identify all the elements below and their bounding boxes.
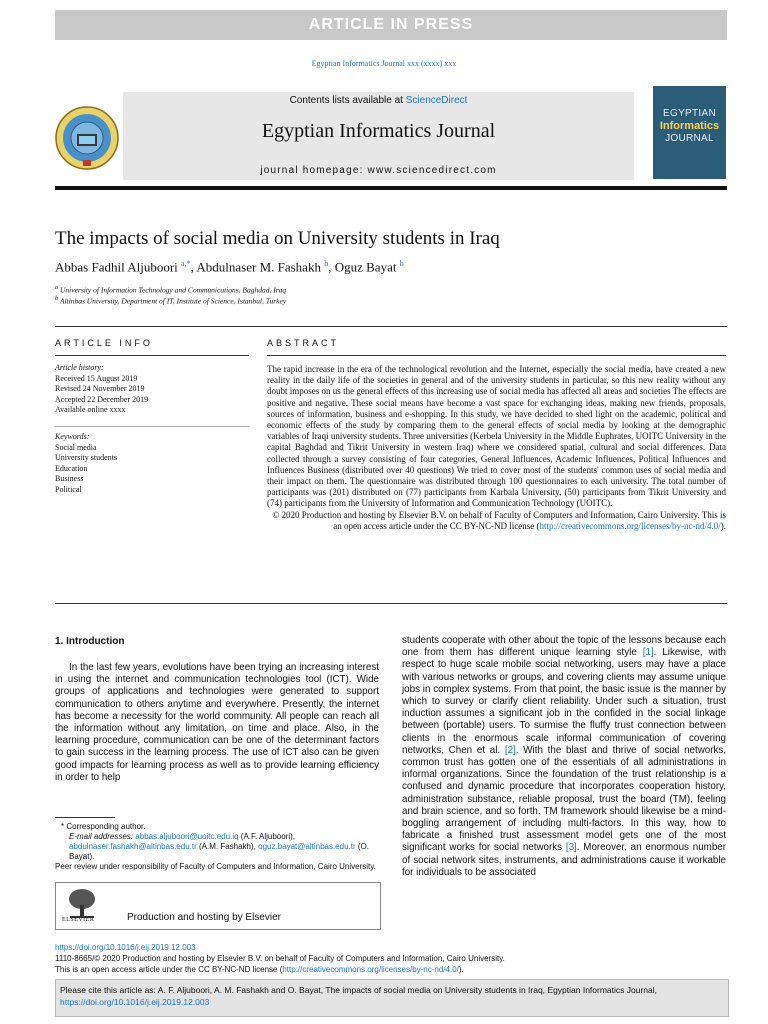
history-label: Article history:: [55, 363, 104, 372]
footnote-rule: [55, 817, 115, 818]
cover-line-2: Informatics: [659, 120, 720, 132]
open-access-line: This is an open access article under the CC BY-NC-ND license (http://creativecommons.org/licenses/by-nc-nd/4.0/).: [55, 965, 464, 974]
author-affiliation-marker[interactable]: b: [324, 259, 329, 268]
intro-paragraph: In the last few years, evolutions have been trying an increasing interest in using the internet and communication technologies tool (ICT). Wide groups of applications and technologies were generated to support communication to others anytime and everywhere. Presently, the internet has become a necessity for the world community. All people can reach all the information without any limitation, on time and place. Also, in the learning procedure, communication can be one of the determinant factors to gain success in the learning process. The use of ICT also can be given good impacts for learning process as well as to provide learning efficiency in order to help: [55, 662, 379, 783]
keywords-label: Keywords:: [55, 432, 90, 441]
history-item: Available online xxxx: [55, 405, 126, 414]
email-link[interactable]: oguz.bayat@altinbas.edu.tr: [258, 842, 356, 851]
abstract-heading: ABSTRACT: [267, 338, 340, 348]
article-info-heading: ARTICLE INFO: [55, 338, 153, 348]
journal-header-box: [123, 92, 634, 180]
elsevier-production-box: [55, 882, 381, 930]
history-item: Revised 24 November 2019: [55, 384, 145, 393]
journal-title: Egyptian Informatics Journal: [261, 120, 496, 142]
elsevier-wordmark: ELSEVIER: [62, 917, 95, 923]
journal-homepage[interactable]: journal homepage: www.sciencedirect.com: [260, 165, 497, 176]
cover-line-3: JOURNAL: [665, 133, 714, 144]
contents-availability: Contents lists available at ScienceDirect: [289, 95, 468, 106]
author-name[interactable]: Abdulnaser M. Fashakh: [196, 259, 321, 275]
intro-paragraph: students cooperate with other about the topic of the lessons because each one from them has different unique learning style [1]. Likewise, with respect to huge scale mobile social networking, users may have a place with various networks or groups, and covering clients may assume unique jobs in complex systems. From that point, the basic issue is the manner by which to survey or clarify client reliability. Under such a situation, trust induction assumes a significant job in the confided in the social linkage between (portable) users. To surmise the fluffy trust connection between clients in the enormous scale informal communication of covering networks, Chen et al. [2]. With the blast and thrive of social networks, common trust has gotten one of the essentials of all administrations in informal organizations. Since the foundation of the trust relationship is a confused and dynamic procedure that incorporates cooperation history, administration substance, reliable proposal, trust the board (TM), feeling and brain science, and so forth. TM framework should likewise be a mind-boggling arrangement of including multi-factors. In this way, how to fabricate a finished trust assessment model gets one of the most significant works for social networks [3]. Moreover, an enormous number of social network sites, instruments, and administrations cause it workable for individuals to be associated: [402, 635, 726, 878]
abstract-body: [267, 364, 726, 532]
doi-link[interactable]: https://doi.org/10.1016/j.eij.2019.12.003: [55, 943, 196, 952]
abstract-text: The rapid increase in the era of the technological revolution and the Internet, especially the social media, have created a new reality in the daily life of the societies in general and of the university students in particular, so this new reality without any doubt imposes on us the general effects of this increasing use of social media has affected all areas and societies The effects are positive and negative. These social means have become a vast space for exchanging ideas, making new friends, proposals, sources of information, business and e-shopping. In this study, we have decided to shed light on the academic, political and economic effects of the study by comparing them to the general effects of social media by looking at the demographic variables of Iraqi university students. Three universities (Kerbela University in the Middle Euphrates, UOITC University in the capital Baghdad and Tikrit University in western Iraq) where we considered spatial, cultural and social differences. Data collected through a survey consisting of four categories, General Influences, Academic Influences, Political Influences and Influences Business (distributed over 40 questions) We tried to cover most of the students' common uses of social media and their impact on them. The questionnaire was distributed through 100 questionnaires to each university. The total number of participants was (201) distributed on (77) participants from Karbala University, (50) participants from Tikrit University and (74) participants from the University of Information and Communication Technology (UOITC).: [267, 364, 726, 509]
author-list: Abbas Fadhil Aljuboori $^{a,*}$, Abdulnaser M. Fashakh $^b$, Oguz Bayat $^b$: [55, 259, 404, 275]
article-in-press-banner: ARTICLE IN PRESS: [55, 10, 727, 40]
email-link[interactable]: abdulnaser.fashakh@altinbas.edu.tr: [69, 842, 197, 851]
journal-cover-image: [653, 86, 726, 179]
history-item: Received 15 August 2019: [55, 373, 138, 383]
reference-3-link[interactable]: [3]: [565, 842, 577, 854]
author-name[interactable]: Oguz Bayat: [334, 259, 397, 275]
reference-1-link[interactable]: [1]: [642, 647, 654, 659]
citation-doi-link[interactable]: https://doi.org/10.1016/j.eij.2019.12.003: [60, 997, 210, 1007]
keyword: Education: [55, 463, 88, 473]
author-affiliation-marker[interactable]: a,*: [181, 259, 191, 268]
abstract-copyright: © 2020 Production and hosting by Elsevier B.V. on behalf of Faculty of Computers and Information, Cairo University. This is an open access article under the CC BY-NC-ND license (http://creativecommons.org/licenses/by-nc-nd/4.0/).: [272, 509, 726, 531]
reference-2-link[interactable]: [2]: [504, 744, 516, 756]
intro-column-2: [402, 635, 726, 879]
history-item: Accepted 22 December 2019: [55, 394, 149, 404]
peer-review-note: Peer review under responsibility of Faculty of Computers and Information, Cairo University.: [55, 862, 376, 871]
corresponding-author-note: * Corresponding author.: [61, 822, 146, 831]
author-name[interactable]: Abbas Fadhil Aljuboori: [55, 259, 178, 275]
license-link[interactable]: http://creativecommons.org/licenses/by-nc-nd/4.0/: [539, 520, 721, 531]
affiliation: $^a$ University of Information Technology and Communications, Baghdad, Iraq: [55, 284, 287, 295]
abstract-rule: [267, 355, 726, 356]
email-link[interactable]: abbas.aljuboori@uoitc.edu.iq: [135, 832, 239, 841]
email-addresses: E-mail addresses: abbas.aljuboori@uoitc.edu.iq (A.F. Aljuboori), abdulnaser.fashakh@altinbas.edu.tr (A.M. Fashakh), oguz.bayat@altinbas.edu.tr (O. Bayat).: [69, 832, 369, 861]
keyword: Social media: [55, 442, 97, 452]
affiliation: $^b$ Altinbas University, Department of IT, Institute of Science, Istanbul, Turkey: [55, 295, 287, 306]
keywords: [55, 432, 249, 495]
journal-reference-link[interactable]: Egyptian Informatics Journal xxx (xxxx) xxx: [311, 59, 457, 68]
article-history: [55, 363, 249, 416]
paper-title: The impacts of social media on University students in Iraq: [55, 228, 500, 249]
keywords-rule: [55, 426, 249, 427]
keyword: Business: [55, 474, 84, 483]
citation-text: Please cite this article as: A. F. Aljuboori, A. M. Fashakh and O. Bayat, The impacts of social media on University students in Iraq, Egyptian Informatics Journal, https://doi.org/10.1016/j.eij.2019.12.003: [60, 985, 658, 1007]
article-info-rule: [55, 355, 249, 356]
header-rule: [55, 186, 727, 190]
introduction-heading: 1. Introduction: [55, 636, 125, 647]
footnotes: [55, 822, 379, 872]
issn-line: 1110-8665/© 2020 Production and hosting by Elsevier B.V. on behalf of Faculty of Computers and Information, Cairo University.: [55, 954, 505, 963]
cover-line-1: EGYPTIAN: [663, 108, 716, 119]
sciencedirect-link[interactable]: ScienceDirect: [405, 95, 468, 106]
author-affiliation-marker[interactable]: b: [399, 259, 404, 268]
section-divider: [55, 603, 727, 604]
keyword: University students: [55, 453, 117, 462]
keyword: Political: [55, 484, 82, 494]
production-hosting-text: Production and hosting by Elsevier: [127, 912, 281, 923]
license-link[interactable]: http://creativecommons.org/licenses/by-nc-nd/4.0/: [282, 965, 459, 974]
journal-seal-logo: [55, 96, 119, 180]
citation-box: [55, 979, 729, 1017]
section-divider: [55, 326, 727, 327]
intro-column-1: [55, 662, 379, 784]
